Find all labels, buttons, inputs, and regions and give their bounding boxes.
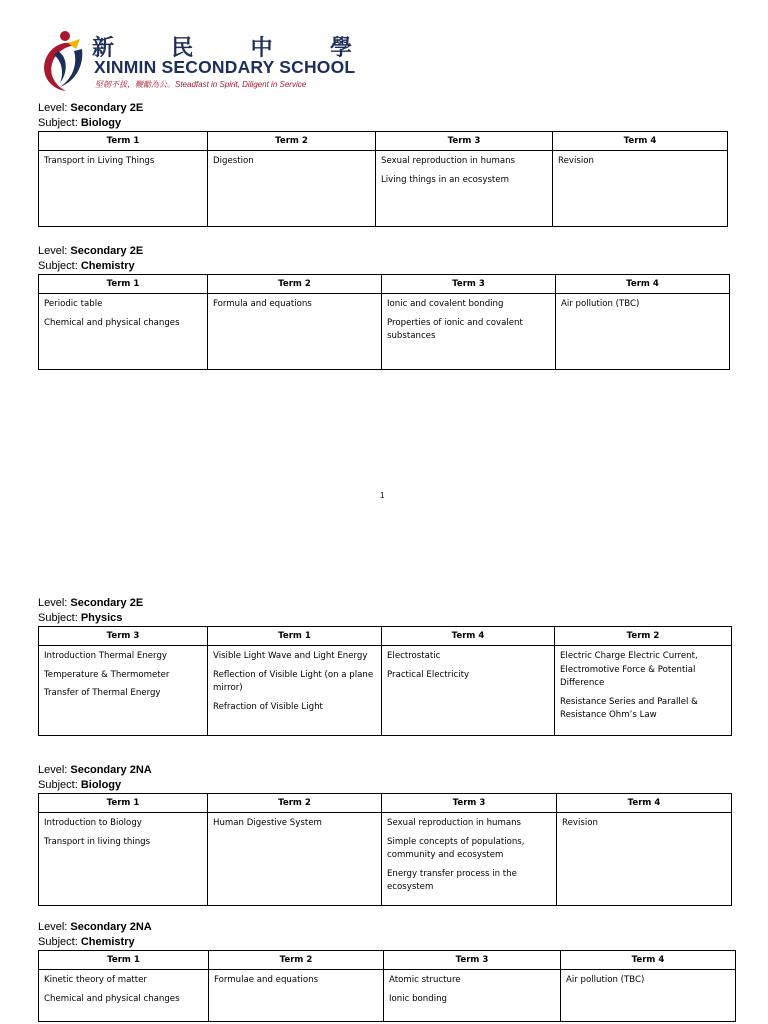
table-row (39, 646, 732, 736)
term-cell (208, 151, 376, 227)
term-cell (557, 813, 732, 906)
term-cell (382, 813, 557, 906)
table-header-row (39, 627, 732, 646)
table-row (39, 970, 736, 1022)
term-cell (376, 151, 553, 227)
topic: Living things in an ecosystem (381, 174, 509, 185)
topic: Energy transfer process in the ecosystem (387, 868, 517, 892)
level-value: Secondary 2NA (70, 764, 152, 776)
term-cell (209, 970, 384, 1022)
subject-value: Chemistry (80, 259, 135, 272)
term-cell (39, 294, 208, 370)
topic: Formulae and equations (214, 975, 319, 985)
term-header: Term 3 (384, 951, 561, 970)
section-meta: Level: Secondary 2NA Subject: Biology (38, 764, 152, 791)
term-header: Term 3 (382, 275, 556, 294)
term-cell (39, 151, 208, 227)
curriculum-table (38, 131, 728, 227)
term-header: Term 3 (376, 132, 553, 151)
table-header-row (39, 794, 732, 813)
term-cell (39, 970, 209, 1022)
term-header: Term 4 (556, 275, 730, 294)
section-2na-chemistry (38, 920, 736, 1022)
table-row (39, 294, 730, 370)
term-header: Term 1 (39, 794, 208, 813)
topic: Ionic bonding (389, 993, 447, 1004)
term-header: Term 3 (382, 794, 557, 813)
topic: Sexual reproduction in humans (381, 156, 516, 166)
term-header: Term 4 (553, 132, 728, 151)
term-cell (382, 646, 555, 736)
term-cell (208, 646, 382, 736)
level-value: Secondary 2E (70, 102, 144, 114)
topic: Ionic and covalent bonding (387, 299, 504, 309)
term-header: Term 1 (39, 132, 208, 151)
curriculum-table (38, 626, 732, 736)
term-cell (39, 813, 208, 906)
topic: Chemical and physical changes (44, 993, 180, 1004)
term-header: Term 1 (39, 951, 209, 970)
term-cell (556, 294, 730, 370)
topic: Reflection of Visible Light (on a plane mirror) (213, 669, 374, 693)
term-header: Term 1 (208, 627, 382, 646)
term-cell (39, 646, 208, 736)
term-header: Term 2 (555, 627, 732, 646)
topic: Human Digestive System (213, 818, 322, 828)
topic: Electrostatic (387, 651, 441, 661)
section-meta: Level: Secondary 2NA Subject: Chemistry (38, 921, 152, 948)
section-meta: Level: Secondary 2E Subject: Physics (38, 597, 144, 624)
topic: Air pollution (TBC) (566, 975, 645, 985)
page-number: 1 (380, 491, 385, 500)
term-header: Term 4 (557, 794, 732, 813)
section-2e-physics (38, 596, 732, 736)
topic: Simple concepts of populations, community and ecosystem (387, 836, 525, 860)
table-header-row (39, 951, 736, 970)
term-header: Term 1 (39, 275, 208, 294)
topic: Chemical and physical changes (44, 317, 180, 328)
topic: Electric Charge Electric Current, Electromotive Force & Potential Difference (560, 651, 698, 688)
school-logo (38, 27, 356, 97)
table-header-row (39, 132, 728, 151)
term-cell (555, 646, 732, 736)
section-meta: Level: Secondary 2E Subject: Biology (38, 102, 144, 129)
topic: Kinetic theory of matter (44, 975, 147, 985)
topic: Temperature & Thermometer (44, 669, 170, 680)
term-cell (208, 813, 382, 906)
topic: Refraction of Visible Light (213, 701, 323, 712)
topic: Transfer of Thermal Energy (44, 688, 161, 698)
section-2e-biology (38, 101, 728, 227)
term-header: Term 2 (208, 275, 382, 294)
section-2e-chemistry (38, 244, 730, 370)
term-cell (208, 294, 382, 370)
level-value: Secondary 2E (70, 597, 144, 609)
topic: Revision (558, 156, 594, 166)
topic: Resistance Series and Parallel & Resistance Ohm’s Law (560, 696, 698, 720)
term-cell (553, 151, 728, 227)
topic: Introduction Thermal Energy (44, 651, 167, 661)
term-header: Term 2 (208, 794, 382, 813)
table-row (39, 151, 728, 227)
subject-value: Physics (80, 611, 123, 624)
topic: Transport in Living Things (44, 156, 155, 166)
school-emblem-icon (38, 29, 90, 95)
term-cell (384, 970, 561, 1022)
topic: Visible Light Wave and Light Energy (213, 651, 368, 661)
curriculum-table (38, 793, 732, 906)
topic: Sexual reproduction in humans (387, 818, 522, 828)
term-cell (561, 970, 736, 1022)
school-name-chinese: 新 民 中 學 (92, 35, 354, 61)
school-name-english: XINMIN SECONDARY SCHOOL (94, 57, 356, 77)
topic: Practical Electricity (387, 669, 470, 680)
topic: Revision (562, 818, 598, 828)
term-header: Term 3 (39, 627, 208, 646)
level-value: Secondary 2NA (70, 921, 152, 933)
term-header: Term 4 (382, 627, 555, 646)
topic: Introduction to Biology (44, 818, 142, 828)
term-header: Term 2 (209, 951, 384, 970)
subject-value: Biology (80, 116, 122, 129)
topic: Atomic structure (389, 975, 461, 985)
section-meta: Level: Secondary 2E Subject: Chemistry (38, 245, 144, 272)
topic: Formula and equations (213, 299, 312, 309)
school-motto: 堅韌不拔，鞭勵為公。Steadfast in Spirit, Diligent in Service (95, 80, 307, 89)
term-header: Term 2 (208, 132, 376, 151)
topic: Digestion (213, 156, 254, 166)
topic: Properties of ionic and covalent substances (387, 317, 523, 341)
term-cell (382, 294, 556, 370)
table-header-row (39, 275, 730, 294)
subject-value: Biology (80, 778, 122, 791)
curriculum-table (38, 950, 736, 1022)
subject-value: Chemistry (80, 935, 135, 948)
term-header: Term 4 (561, 951, 736, 970)
curriculum-table (38, 274, 730, 370)
topic: Transport in living things (44, 836, 151, 847)
topic: Air pollution (TBC) (561, 299, 640, 309)
topic: Periodic table (44, 299, 103, 309)
level-value: Secondary 2E (70, 245, 144, 257)
table-row (39, 813, 732, 906)
section-2na-biology (38, 763, 732, 906)
